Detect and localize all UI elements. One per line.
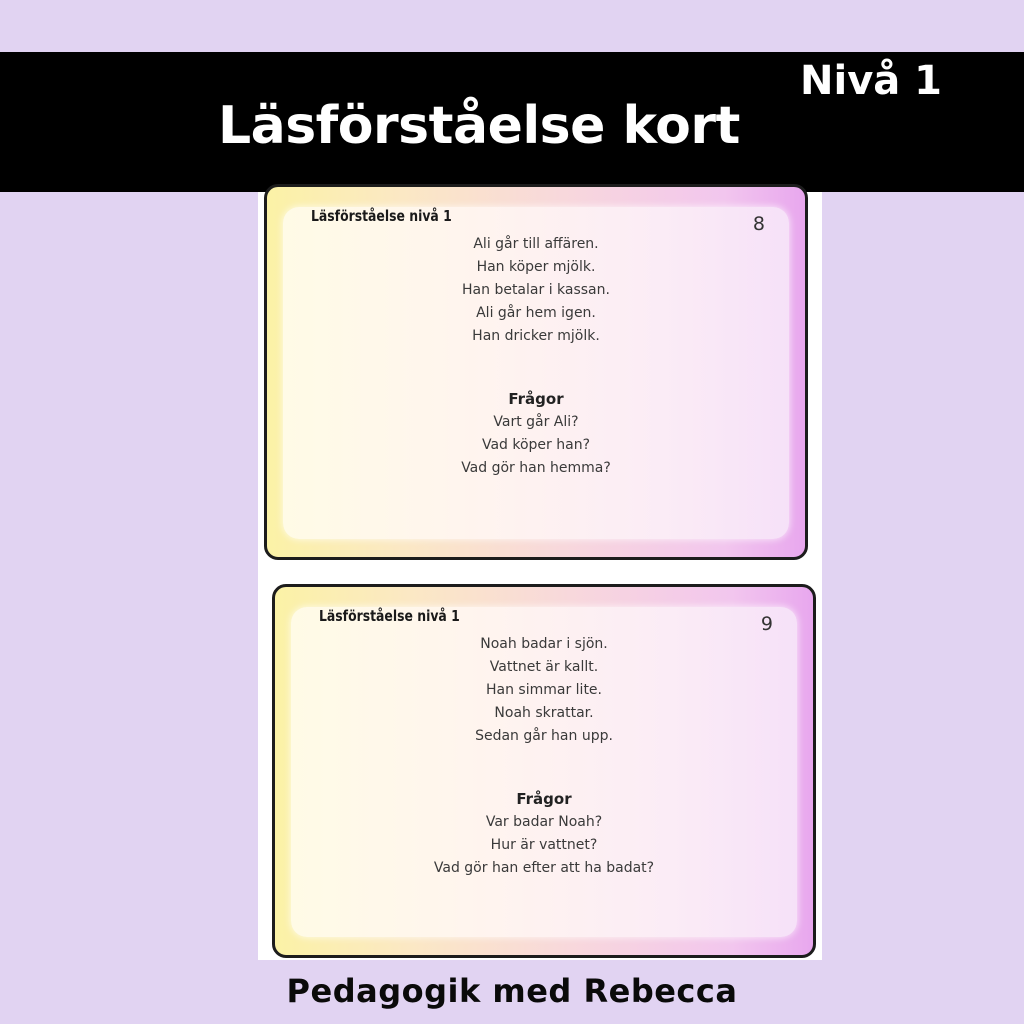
question-line: Vad gör han efter att ha badat? (433, 860, 655, 876)
card-text (275, 633, 813, 880)
text-line: Han simmar lite. (485, 682, 602, 698)
card-number: 8 (752, 213, 765, 235)
level-badge: Nivå 1 (800, 58, 943, 104)
text-line: Ali går till affären. (473, 236, 599, 252)
card-number: 9 (760, 613, 773, 635)
footer-brand: Pedagogik med Rebecca (286, 972, 738, 1010)
card-label: Läsförståelse nivå 1 (319, 607, 460, 625)
text-line: Noah badar i sjön. (480, 636, 608, 652)
text-line: Vattnet är kallt. (489, 659, 599, 675)
card-label: Läsförståelse nivå 1 (311, 207, 452, 225)
text-line: Han köper mjölk. (476, 259, 596, 275)
card-text (267, 233, 805, 480)
text-line: Han dricker mjölk. (472, 328, 600, 344)
question-line: Vart går Ali? (493, 414, 579, 430)
question-line: Vad köper han? (481, 437, 591, 453)
reading-card-9 (272, 584, 816, 958)
question-line: Hur är vattnet? (490, 837, 598, 853)
question-line: Vad gör han hemma? (461, 460, 611, 476)
text-line: Sedan går han upp. (475, 728, 613, 744)
text-line: Ali går hem igen. (476, 305, 596, 321)
question-line: Var badar Noah? (485, 814, 603, 830)
page-title: Läsförståelse kort (218, 96, 740, 156)
reading-card-8 (264, 184, 808, 560)
questions-heading: Frågor (516, 790, 572, 808)
questions-heading: Frågor (508, 390, 564, 408)
text-line: Noah skrattar. (494, 705, 594, 721)
text-line: Han betalar i kassan. (462, 282, 610, 298)
